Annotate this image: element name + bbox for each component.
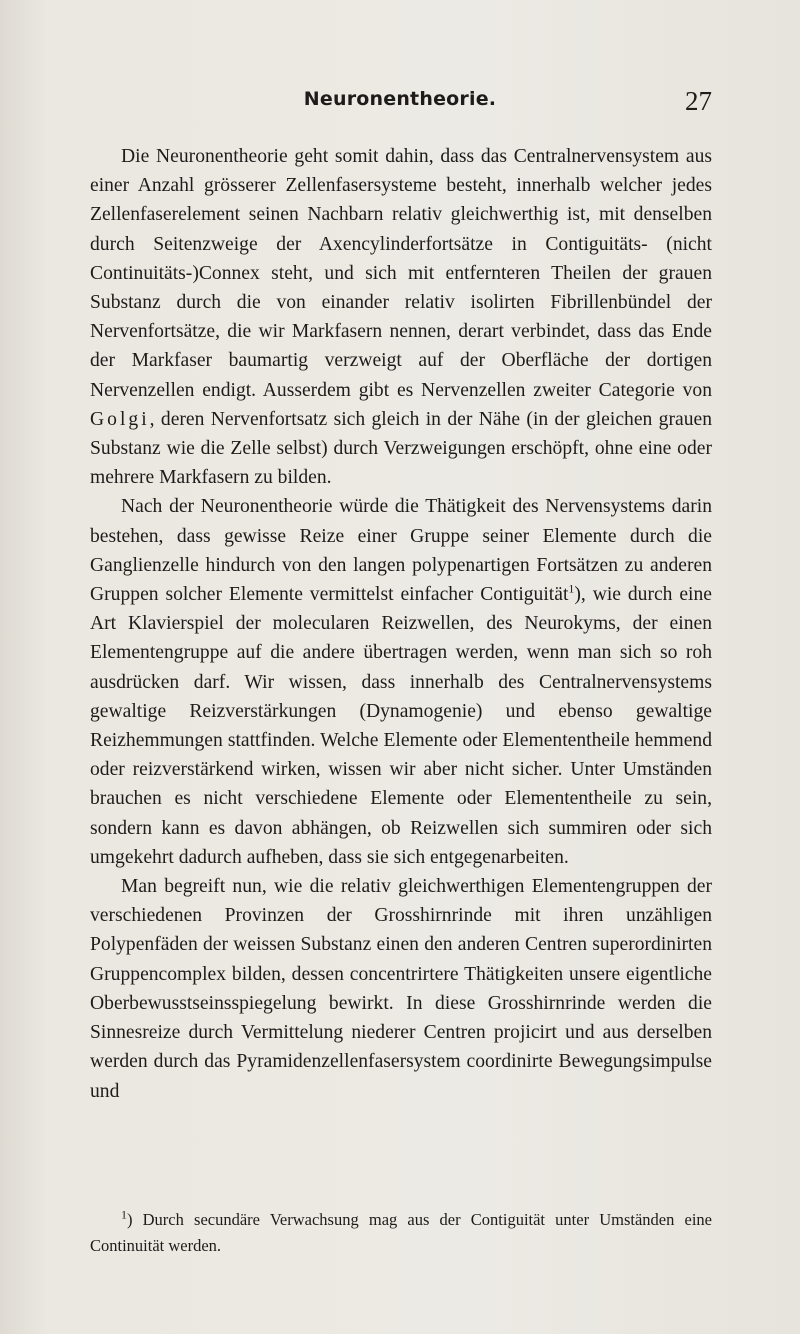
paragraph-1-rest: , deren Nervenfortsatz sich gleich in der Nähe (in der gleichen grauen Substanz wie die Zelle selbst) durch Verzweigungen erschöpft, ohne eine oder mehrere Markfasern zu bilden. [90, 408, 712, 489]
running-title: Neuronentheorie. [303, 88, 497, 110]
running-head [0, 88, 800, 118]
author-name-golgi: Golgi [90, 408, 150, 430]
footnote [90, 1207, 712, 1259]
paragraph-2-end: ), wie durch eine Art Klavierspiel der molecularen Reizwellen, des Neurokyms, der einen Elementengruppe auf die andere übertragen werden, wenn man sich so roh ausdrücken darf. Wir wissen, dass innerhalb des Centralnervensystems gewaltige Reizverstärkungen (Dynamogenie) und ebenso gewaltige Reizhemmungen stattfinden. Welche Elemente oder Elemententheile hemmend oder reizverstärkend wirken, wissen wir aber nicht sicher. Unter Umständen brauchen es nicht verschiedene Elemente oder Elemententheile zu sein, sondern kann es davon abhängen, ob Reizwellen sich summiren oder sich umgekehrt dadurch aufheben, dass sie sich entgegenarbeiten. [90, 584, 712, 868]
paragraph-2 [90, 492, 712, 872]
footnote-reference: 1 [568, 581, 575, 596]
paragraph-1 [90, 142, 712, 492]
paragraph-3-text: Man begreift nun, wie die relativ gleichwerthigen Elementengruppen der verschiedenen Provinzen der Grosshirnrinde mit ihren unzähligen Polypenfäden der weissen Substanz einen den anderen Centren superordinirten Gruppencomplex bilden, dessen concentrirtere Thätigkeiten unsere eigentliche Oberbewusstseinsspiegelung bewirkt. In diese Grosshirnrinde werden die Sinnesreize durch Vermittelung niederer Centren projicirt und aus derselben werden durch das Pyramidenzellenfasersystem coordinirte Bewegungsimpulse und [90, 876, 712, 1102]
paragraph-2-start: Nach der Neuronentheorie würde die Thätigkeit des Nervensystems darin bestehen, dass gewisse Reize einer Gruppe seiner Elemente durch die Ganglienzelle hindurch von den langen polypenartigen Fortsätzen zu anderen Gruppen solcher Elemente vermittelst einfacher Contiguität [90, 496, 712, 606]
footnote-marker: 1 [121, 1207, 127, 1222]
footnote-text: ) Durch secundäre Verwachsung mag aus der Contiguität unter Umständen eine Continuität werden. [90, 1210, 712, 1255]
body-text [90, 142, 712, 1106]
page-number: 27 [685, 86, 712, 116]
paragraph-3 [90, 872, 712, 1106]
paragraph-1-text: Die Neuronentheorie geht somit dahin, dass das Centralnervensystem aus einer Anzahl grösserer Zellenfasersysteme besteht, innerhalb welcher jedes Zellenfaserelement seinen Nachbarn relativ gleichwerthig ist, mit denselben durch Seitenzweige der Axencylinderfortsätze in Contiguitäts- (nicht Continuitäts-)Connex steht, und sich mit entfernteren Theilen der grauen Substanz durch die von einander relativ isolirten Fibrillenbündel der Nervenfortsätze, die wir Markfasern nennen, derart verbindet, dass das Ende der Markfaser baumartig verzweigt auf der Oberfläche der dortigen Nervenzellen endigt. Ausserdem gibt es Nervenzellen zweiter Categorie von [90, 146, 712, 401]
